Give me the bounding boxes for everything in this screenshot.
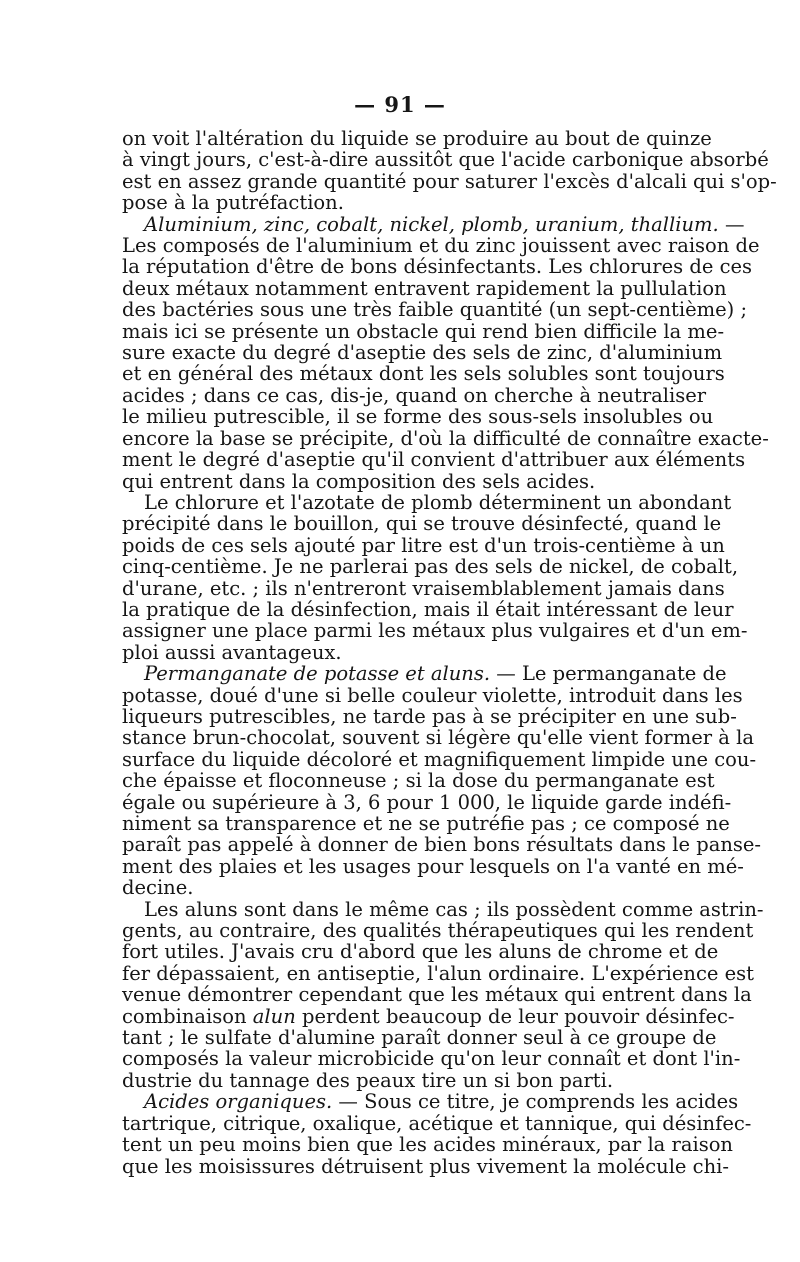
section-heading-line <box>122 1090 739 1114</box>
text-line: stance brun-chocolat, souvent si légère qu'elle vient former à la <box>122 726 754 750</box>
text-line: ment le degré d'aseptie qu'il convient d'attribuer aux éléments <box>122 448 746 472</box>
text-line: ment des plaies et les usages pour lesquels on l'a vanté en mé- <box>122 854 744 878</box>
text-line: Les aluns sont dans le même cas ; ils possèdent comme astrin- <box>144 897 764 921</box>
text-line: égale ou supérieure à 3, 6 pour 1 000, le liquide garde indéfi- <box>122 790 732 814</box>
text-line: composés la valeur microbicide qu'on leur connaît et dont l'in- <box>122 1047 741 1071</box>
heading-rest: — Sous ce titre, je comprends les acides <box>332 1090 739 1114</box>
text-line: est en assez grande quantité pour saturer l'excès d'alcali qui s'op- <box>122 169 777 193</box>
text-line: pose à la putréfaction. <box>122 191 344 215</box>
text-line: on voit l'altération du liquide se produire au bout de quinze <box>122 127 712 150</box>
text-line: Le chlorure et l'azotate de plomb déterminent un abondant <box>144 490 732 514</box>
text-line: decine. <box>122 876 194 900</box>
text-line: la pratique de la désinfection, mais il était intéressant de leur <box>122 597 734 621</box>
text-line: fer dépassaient, en antiseptie, l'alun ordinaire. L'expérience est <box>122 961 755 985</box>
paragraph-aluminium <box>122 212 769 493</box>
text-line: acides ; dans ce cas, dis-je, quand on cherche à neutraliser <box>122 383 707 407</box>
text-line: sure exacte du degré d'aseptie des sels de zinc, d'aluminium <box>122 341 723 365</box>
paragraph-permanganate <box>122 662 762 900</box>
heading-rest: — <box>718 212 745 236</box>
text-line <box>122 1004 735 1028</box>
text-line: le milieu putrescible, il se forme des sous-sels insolubles ou <box>122 405 714 429</box>
text-line: cinq-centième. Je ne parlerai pas des sels de nickel, de cobalt, <box>122 555 739 579</box>
text-line: tant ; le sulfate d'alumine paraît donner seul à ce groupe de <box>122 1026 717 1050</box>
text-line: tent un peu moins bien que les acides minéraux, par la raison <box>122 1133 733 1157</box>
text-line: la réputation d'être de bons désinfectants. Les chlorures de ces <box>122 255 753 279</box>
text-line: assigner une place parmi les métaux plus vulgaires et d'un em- <box>122 619 748 643</box>
text-line: d'urane, etc. ; ils n'entreront vraisemblablement jamais dans <box>122 576 725 600</box>
paragraph-continuation <box>122 127 777 215</box>
line-segment: perdent beaucoup de leur pouvoir désinfec- <box>295 1004 735 1028</box>
section-heading: Permanganate de potasse et aluns. <box>144 662 491 686</box>
text-line: que les moisissures détruisent plus vivement la molécule chi- <box>122 1154 729 1178</box>
text-line: paraît pas appelé à donner de bien bons résultats dans le panse- <box>122 833 762 857</box>
text-line: venue démontrer cependant que les métaux qui entrent dans la <box>122 983 752 1007</box>
text-line: qui entrent dans la composition des sels acides. <box>122 469 596 493</box>
text-line: et en général des métaux dont les sels solubles sont toujours <box>122 362 725 386</box>
text-line: à vingt jours, c'est-à-dire aussitôt que l'acide carbonique absorbé <box>122 148 769 172</box>
text-line: deux métaux notamment entravent rapidement la pullulation <box>122 276 727 300</box>
text-line: surface du liquide décoloré et magnifiquement limpide une cou- <box>122 747 757 771</box>
text-line: tartrique, citrique, oxalique, acétique et tannique, qui désinfec- <box>122 1111 752 1135</box>
paragraph-aluns <box>122 897 764 1092</box>
text-line: liqueurs putrescibles, ne tarde pas à se précipiter en une sub- <box>122 704 737 728</box>
body-text <box>122 127 777 1178</box>
text-line: che épaisse et floconneuse ; si la dose du permanganate est <box>122 769 715 793</box>
text-line: dustrie du tannage des peaux tire un si bon parti. <box>122 1068 614 1092</box>
text-line: des bactéries sous une très faible quantité (un sept-centième) ; <box>122 298 748 322</box>
page-number: — 91 — <box>354 92 446 117</box>
section-heading-line <box>122 212 745 236</box>
section-heading-line <box>122 662 727 686</box>
text-line: précipité dans le bouillon, qui se trouve désinfecté, quand le <box>122 512 722 536</box>
text-line: ploi aussi avantageux. <box>122 640 342 664</box>
text-line: poids de ces sels ajouté par litre est d'un trois-centième à un <box>122 533 725 557</box>
text-line: fort utiles. J'avais cru d'abord que les aluns de chrome et de <box>122 940 719 964</box>
text-line: mais ici se présente un obstacle qui rend bien difficile la me- <box>122 319 725 343</box>
section-heading: Aluminium, zinc, cobalt, nickel, plomb, uranium, thallium. <box>144 212 719 236</box>
paragraph-acides <box>122 1090 752 1178</box>
paragraph-plomb <box>122 490 748 664</box>
section-heading: Acides organiques. <box>144 1090 333 1114</box>
text-line: encore la base se précipite, d'où la difficulté de connaître exacte- <box>122 426 769 450</box>
italic-term: alun <box>252 1004 296 1028</box>
text-line: potasse, doué d'une si belle couleur violette, introduit dans les <box>122 683 743 707</box>
line-segment: combinaison <box>122 1004 253 1028</box>
text-line: Les composés de l'aluminium et du zinc jouissent avec raison de <box>122 234 760 258</box>
text-line: gents, au contraire, des qualités thérapeutiques qui les rendent <box>122 919 754 943</box>
heading-rest: — Le permanganate de <box>490 662 727 686</box>
text-line: niment sa transparence et ne se putréfie pas ; ce composé ne <box>122 812 730 835</box>
